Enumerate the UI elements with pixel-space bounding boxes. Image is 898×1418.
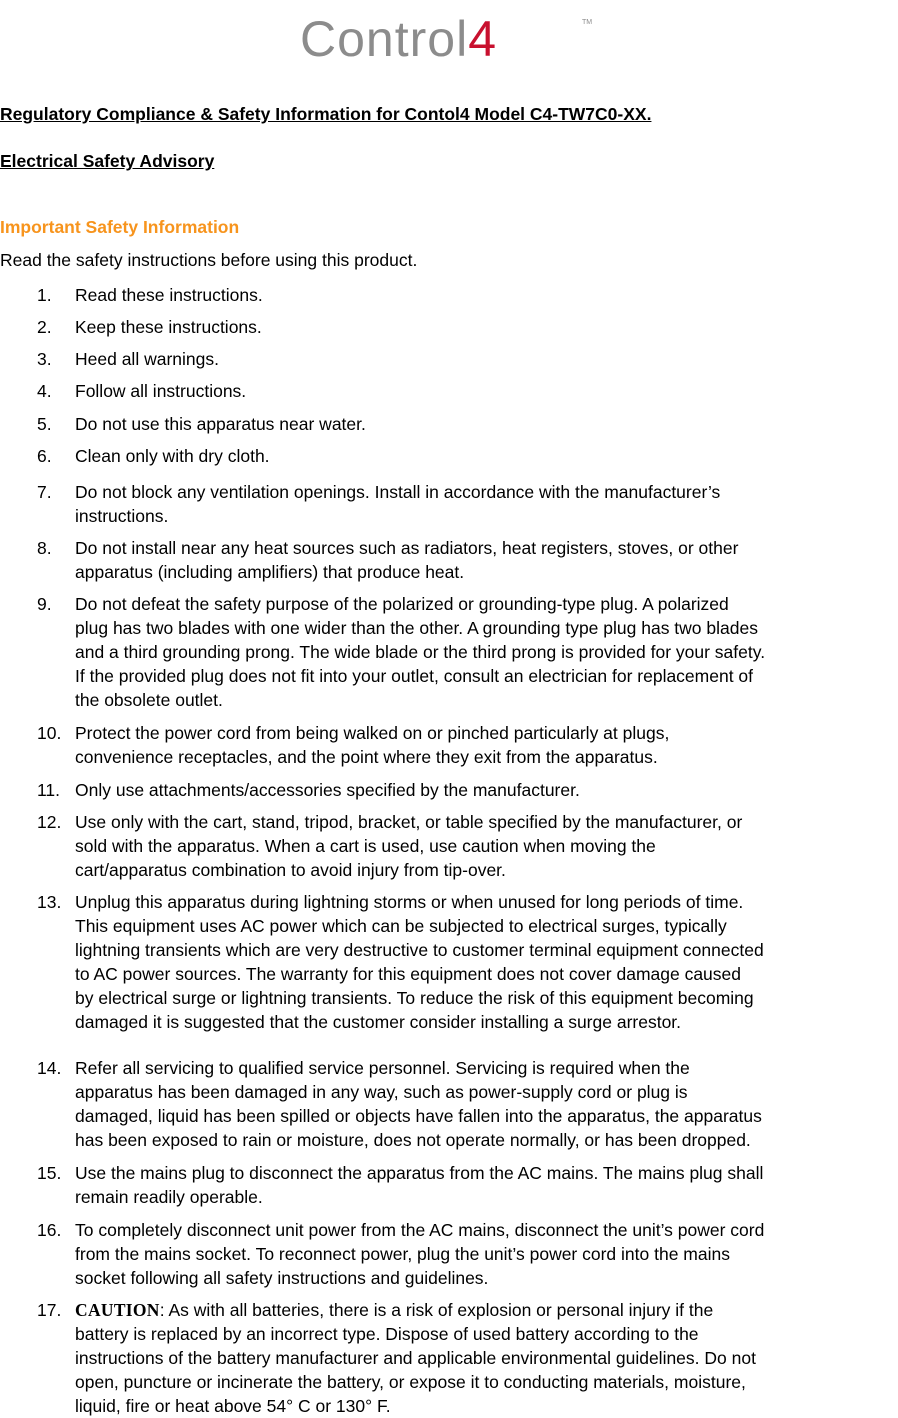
item-line: and a third grounding prong. The wide blade or the third prong is provided for your safety. <box>75 642 766 662</box>
item-line: Do not use this apparatus near water. <box>75 414 366 434</box>
item-number: 2. <box>37 317 52 337</box>
item-number: 1. <box>37 285 52 305</box>
item-line: Only use attachments/accessories specified by the manufacturer. <box>75 780 580 800</box>
item-number: 13. <box>37 892 62 912</box>
item-line: lightning transients which are very destructive to customer terminal equipment connected <box>75 940 764 960</box>
item-number: 14. <box>37 1058 62 1078</box>
item-number: 4. <box>37 381 52 401</box>
item-line: Use the mains plug to disconnect the apparatus from the AC mains. The mains plug shall <box>75 1163 764 1183</box>
item-line: apparatus has been damaged in any way, such as power-supply cord or plug is <box>75 1082 688 1102</box>
item-line: instructions. <box>75 506 169 526</box>
item-line: has been exposed to rain or moisture, does not operate normally, or has been dropped. <box>75 1130 751 1150</box>
item-line: This equipment uses AC power which can be subjected to electrical surges, typically <box>75 916 727 936</box>
item-number: 7. <box>37 482 52 502</box>
item-line: damaged, liquid has been spilled or objects have fallen into the apparatus, the apparatus <box>75 1106 762 1126</box>
item-line: apparatus (including amplifiers) that produce heat. <box>75 562 465 582</box>
item-line: Clean only with dry cloth. <box>75 446 270 466</box>
item-line: the obsolete outlet. <box>75 690 223 710</box>
item-line: Unplug this apparatus during lightning storms or when unused for long periods of time. <box>75 892 744 912</box>
logo-wordmark: Control4 <box>300 11 497 67</box>
item-line: remain readily operable. <box>75 1187 263 1207</box>
item-line: by electrical surge or lightning transients. To reduce the risk of this equipment becoming <box>75 988 754 1008</box>
item-line: Read these instructions. <box>75 285 263 305</box>
item-line: To completely disconnect unit power from the AC mains, disconnect the unit’s power cord <box>75 1220 765 1240</box>
item-line: battery is replaced by an incorrect type. Dispose of used battery according to the <box>75 1324 699 1344</box>
item-line: Do not defeat the safety purpose of the polarized or grounding-type plug. A polarized <box>75 594 729 614</box>
item-line: from the mains socket. To reconnect power, plug the unit’s power cord into the mains <box>75 1244 730 1264</box>
item-line: instructions of the battery manufacturer and applicable environmental guidelines. Do not <box>75 1348 756 1368</box>
item-line <box>75 1298 898 1322</box>
control4-logo <box>298 2 598 70</box>
important-safety-heading: Important Safety Information <box>0 217 240 237</box>
item-line: cart/apparatus combination to avoid injury from tip-over. <box>75 860 506 880</box>
item-number: 3. <box>37 349 52 369</box>
item-number: 9. <box>37 594 52 614</box>
caution-label: CAUTION <box>75 1300 160 1320</box>
item-number: 15. <box>37 1163 62 1183</box>
item-line: convenience receptacles, and the point where they exit from the apparatus. <box>75 747 658 767</box>
item-line: liquid, fire or heat above 54° C or 130° F. <box>75 1396 391 1416</box>
item-number: 5. <box>37 414 52 434</box>
item-line: to AC power sources. The warranty for this equipment does not cover damage caused <box>75 964 742 984</box>
item-line: Protect the power cord from being walked on or pinched particularly at plugs, <box>75 723 670 743</box>
item-line: Heed all warnings. <box>75 349 219 369</box>
item-number: 8. <box>37 538 52 558</box>
item-line: sold with the apparatus. When a cart is used, use caution when moving the <box>75 836 656 856</box>
section-subtitle: Electrical Safety Advisory <box>0 151 215 171</box>
item-line: damaged it is suggested that the customer consider installing a surge arrestor. <box>75 1012 682 1032</box>
item-number: 12. <box>37 812 62 832</box>
item-line: open, puncture or incinerate the battery, or expose it to conducting materials, moisture, <box>75 1372 746 1392</box>
item-number: 10. <box>37 723 62 743</box>
item-number: 11. <box>37 780 61 800</box>
item-number: 6. <box>37 446 52 466</box>
intro-text: Read the safety instructions before using this product. <box>0 250 418 270</box>
item-number: 16. <box>37 1220 62 1240</box>
item-line: plug has two blades with one wider than the other. A grounding type plug has two blades <box>75 618 758 638</box>
item-line-text: : As with all batteries, there is a risk of explosion or personal injury if the <box>159 1300 714 1320</box>
item-line: If the provided plug does not fit into your outlet, consult an electrician for replacement of <box>75 666 754 686</box>
item-line: Use only with the cart, stand, tripod, bracket, or table specified by the manufacturer, or <box>75 812 743 832</box>
document-title: Regulatory Compliance & Safety Information for Contol4 Model C4-TW7C0-XX. <box>0 104 652 124</box>
item-number: 17. <box>37 1300 62 1320</box>
item-line: Refer all servicing to qualified service personnel. Servicing is required when the <box>75 1058 690 1078</box>
item-line: Do not install near any heat sources such as radiators, heat registers, stoves, or other <box>75 538 739 558</box>
item-line: Keep these instructions. <box>75 317 262 337</box>
item-line: socket following all safety instructions and guidelines. <box>75 1268 489 1288</box>
item-line: Follow all instructions. <box>75 381 247 401</box>
item-line: Do not block any ventilation openings. Install in accordance with the manufacturer’s <box>75 482 721 502</box>
logo-trademark: TM <box>582 19 593 26</box>
